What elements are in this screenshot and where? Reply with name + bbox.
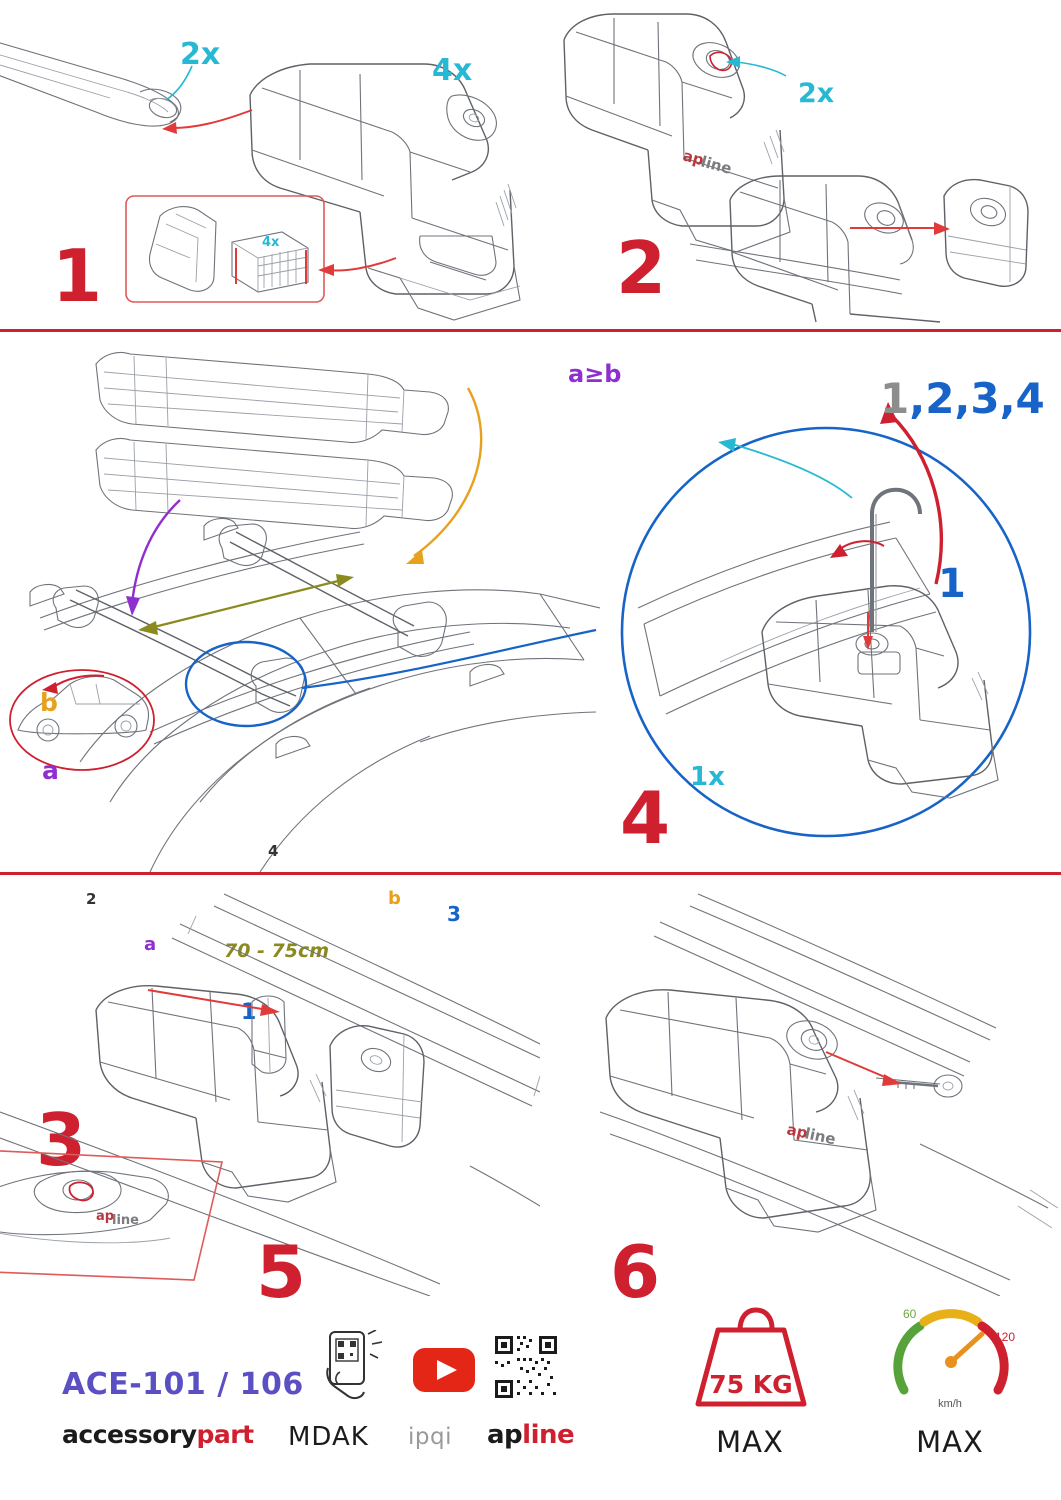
distance-label: 70 - 75cm [224, 940, 330, 962]
brand-line-text: line [522, 1420, 575, 1450]
brand-ipqi: ipqi [408, 1424, 452, 1450]
weight-value-label: 75 KG [709, 1370, 793, 1399]
svg-text:line: line [803, 1124, 838, 1149]
step-number-5: 5 [256, 1230, 305, 1314]
youtube-icon[interactable] [413, 1348, 475, 1392]
max-weight-label: MAX [716, 1425, 784, 1459]
section-divider-2 [0, 872, 1061, 875]
bar-label-b-exploded: b [40, 688, 58, 717]
step-1-panel [0, 0, 600, 329]
order-rest: ,2,3,4 [909, 374, 1045, 423]
model-code: ACE-101 / 106 [62, 1367, 304, 1402]
max-speed-label: MAX [916, 1425, 984, 1459]
qty-label-4x-feet: 4x [432, 53, 473, 88]
svg-text:line: line [112, 1213, 139, 1228]
step-number-4: 4 [620, 776, 669, 860]
qr-hand-icon[interactable] [320, 1330, 390, 1402]
qty-label-1x-allen-key: 1x [690, 762, 725, 792]
step-3-panel [0, 332, 600, 1182]
brand-ap-text: ap [487, 1420, 523, 1450]
gauge-max-label: 120 [995, 1330, 1016, 1344]
brand-part-text: part [196, 1420, 254, 1449]
step-2-panel [540, 0, 1061, 329]
start-foot-label: 1 [938, 561, 966, 607]
speed-unit-label: km/h [938, 1398, 962, 1410]
foot-number-2: 2 [86, 890, 97, 908]
gauge-min-label: 60 [903, 1307, 917, 1321]
svg-text:line: line [698, 152, 734, 178]
bar-label-b-roof: b [388, 888, 401, 909]
svg-text:ap: ap [785, 1120, 810, 1143]
qty-label-2x-endcaps: 2x [180, 37, 221, 72]
brand-apline [487, 1420, 574, 1450]
bar-label-a-roof: a [144, 934, 157, 955]
qty-label-2x-locks: 2x [798, 78, 835, 109]
step-5-panel [0, 876, 540, 1314]
step-3-illustration [0, 332, 600, 872]
order-digit-1: 1 [880, 374, 910, 423]
foot-number-1: 1 [241, 1000, 257, 1025]
bar-label-a-exploded: a [42, 756, 59, 785]
step-number-3: 3 [36, 1098, 85, 1182]
svg-text:ap: ap [96, 1209, 115, 1224]
brand-mdak: MDAK [288, 1422, 369, 1452]
brand-accessorypart [62, 1420, 254, 1449]
step-number-2: 2 [616, 226, 665, 310]
qty-label-4x-pads: 4x [262, 235, 280, 250]
tighten-order-label [880, 374, 1045, 423]
foot-number-4: 4 [268, 842, 279, 860]
step-number-1: 1 [52, 234, 101, 318]
qr-code-icon[interactable] [493, 1334, 559, 1400]
step-number-6: 6 [610, 1230, 659, 1314]
foot-number-3: 3 [447, 902, 461, 926]
torque-condition-label: a≥b [568, 360, 622, 388]
brand-accessory-text: accessory [62, 1420, 197, 1449]
svg-text:ap: ap [680, 146, 706, 170]
